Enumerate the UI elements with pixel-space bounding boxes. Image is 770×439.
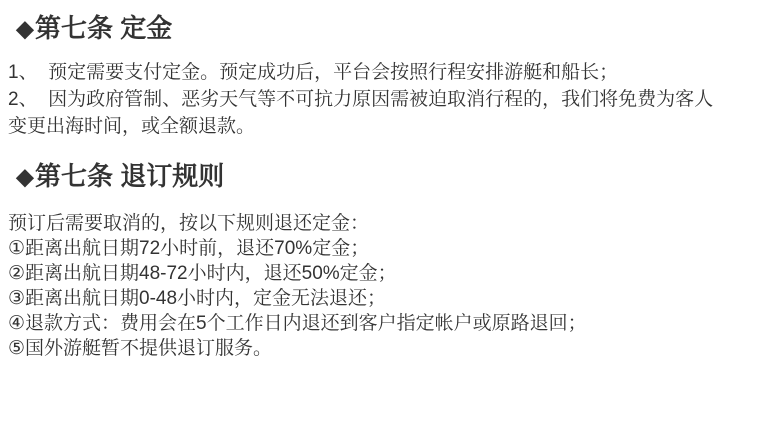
refund-rule-line: ⑤国外游艇暂不提供退订服务。 <box>8 338 273 359</box>
deposit-clause-line: 变更出海时间，或全额退款。 <box>8 116 256 137</box>
refund-section-heading <box>15 161 762 191</box>
deposit-clause-line: 1、 预定需要支付定金。预定成功后，平台会按照行程安排游艇和船长； <box>8 62 619 83</box>
refund-rule-line: ①距离出航日期72小时前，退还70%定金； <box>8 238 370 259</box>
refund-rule-line: ④退款方式：费用会在5个工作日内退还到客户指定帐户或原路退回； <box>8 313 587 334</box>
diamond-bullet-icon: ◆ <box>15 162 35 190</box>
deposit-clause-line: 2、 因为政府管制、恶劣天气等不可抗力原因需被迫取消行程的，我们将免费为客人 <box>8 89 714 110</box>
refund-rules-intro: 预订后需要取消的，按以下规则退还定金： <box>8 213 370 234</box>
deposit-section-heading <box>15 13 762 43</box>
deposit-section-title: 第七条 定金 <box>35 13 173 43</box>
deposit-clauses <box>8 59 762 140</box>
refund-section-title: 第七条 退订规则 <box>35 161 225 191</box>
diamond-bullet-icon: ◆ <box>15 14 35 42</box>
refund-rules <box>8 211 762 361</box>
refund-rule-line: ②距离出航日期48-72小时内，退还50%定金； <box>8 263 397 284</box>
refund-rule-line: ③距离出航日期0-48小时内，定金无法退还； <box>8 288 387 309</box>
